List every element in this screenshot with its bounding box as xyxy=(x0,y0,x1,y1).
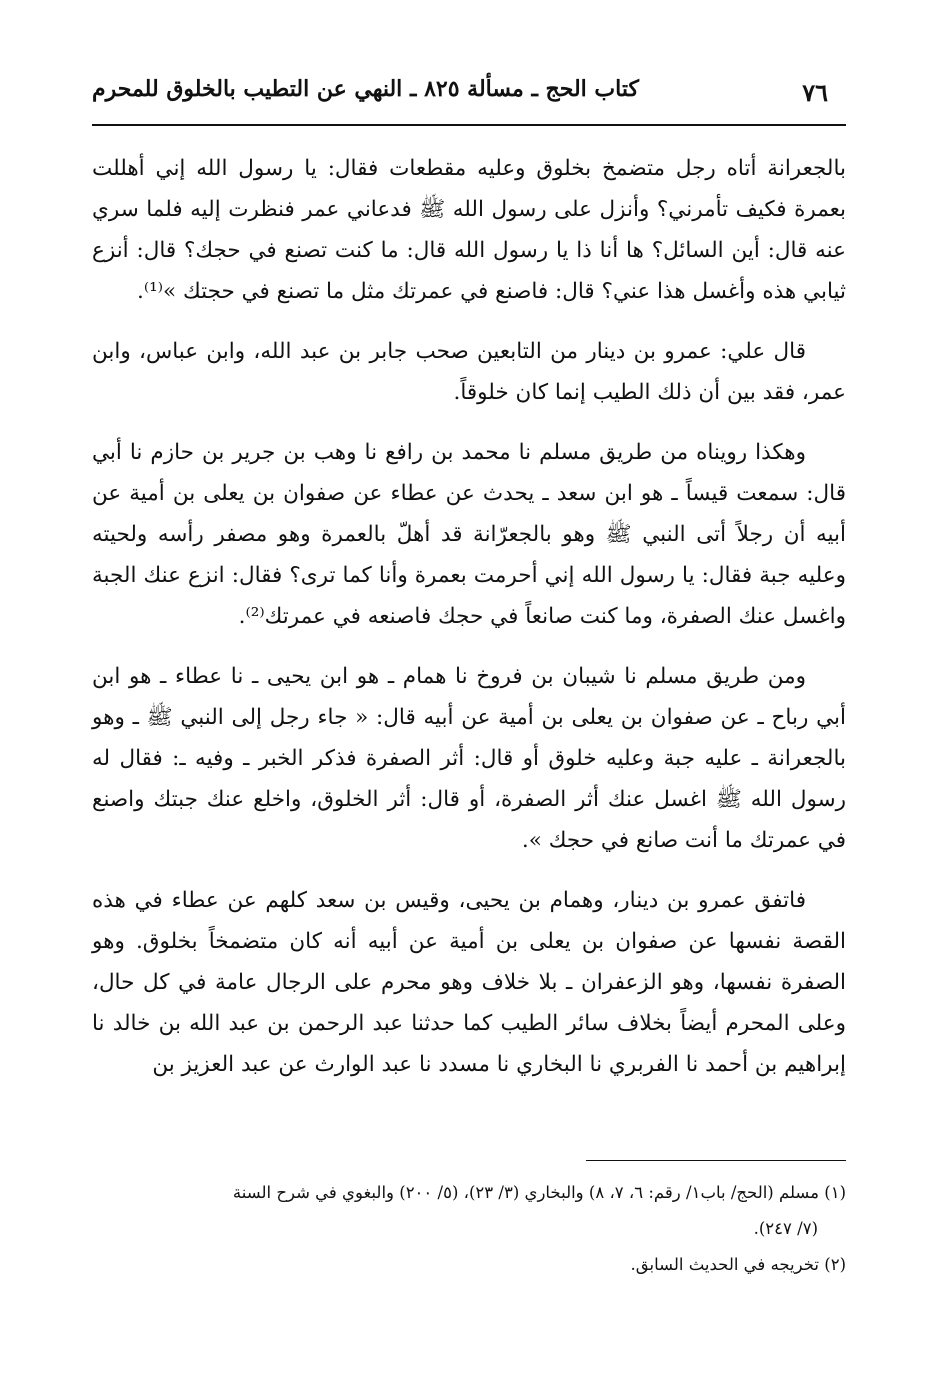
footnotes xyxy=(92,1178,846,1286)
footnote-1-continued: (٧/ ٢٤٧). xyxy=(753,1219,818,1238)
chapter-title: كتاب الحج ـ مسألة ٨٢٥ ـ النهي عن التطيب بالخلوق للمحرم xyxy=(92,76,639,102)
paragraph-5: فاتفق عمرو بن دينار، وهمام بن يحيى، وقيس بن سعد كلهم عن عطاء في هذه القصة نفسها عن صفوان بن يعلى بن أمية عن أبيه أنه كان متضمخاً بخلوق. وهو الصفرة نفسها، وهو الزعفران ـ بلا خلاف وهو محرم على الرجال عامة في كل حال، وعلى المحرم أيضاً بخلاف سائر الطيب كما حدثنا عبد الرحمن بن عبد الله بن خالد نا إبراهيم بن أحمد نا الفربري نا البخاري نا مسدد نا عبد الوارث عن عبد العزيز بن xyxy=(92,888,846,1077)
footnote-1: (١) مسلم (الحج/ باب١/ رقم: ٦، ٧، ٨) والبخاري (٣/ ٢٣)، (٥/ ٢٠٠) والبغوي في شرح السنة xyxy=(232,1183,846,1202)
paragraph-3: وهكذا رويناه من طريق مسلم نا محمد بن رافع نا وهب بن جرير بن حازم نا أبي قال: سمعت قيساً ـ هو ابن سعد ـ يحدث عن عطاء عن صفوان بن يعلى بن أمية عن أبيه أن رجلاً أتى النبي ﷺ وهو بالجعرّانة قد أهلّ بالعمرة وهو مصفر رأسه ولحيته وعليه جبة فقال: يا رسول الله إني أحرمت بعمرة وأنا كما ترى؟ فقال: انزع عنك الجبة واغسل عنك الصفرة، وما كنت صانعاً في حجك فاصنعه في عمرتك⁽²⁾. xyxy=(92,440,846,629)
page-number: ٧٦ xyxy=(802,78,828,107)
book-page xyxy=(92,60,846,1360)
footnote-rule xyxy=(586,1160,846,1161)
paragraph-1: بالجعرانة أتاه رجل متضمخ بخلوق وعليه مقطعات فقال: يا رسول الله إني أهللت بعمرة فكيف تأمرني؟ وأنزل على رسول الله ﷺ فدعاني عمر فنظرت إليه فلما سري عنه قال: أين السائل؟ ها أنا ذا يا رسول الله قال: ما كنت تصنع في حجك؟ قال: أنزع ثيابي هذه وأغسل هذا عني؟ قال: فاصنع في عمرتك مثل ما تصنع في حجتك »⁽¹⁾. xyxy=(92,156,846,304)
paragraph-2: قال علي: عمرو بن دينار من التابعين صحب جابر بن عبد الله، وابن عباس، وابن عمر، فقد بين أن ذلك الطيب إنما كان خلوقاً. xyxy=(92,339,846,405)
paragraph-4: ومن طريق مسلم نا شيبان بن فروخ نا همام ـ هو ابن يحيى ـ نا عطاء ـ هو ابن أبي رباح ـ عن صفوان بن يعلى بن أمية عن أبيه قال: « جاء رجل إلى النبي ﷺ ـ وهو بالجعرانة ـ عليه جبة وعليه خلوق أو قال: أثر الصفرة فذكر الخبر ـ وفيه ـ: فقال له رسول الله ﷺ اغسل عنك أثر الصفرة، أو قال: أثر الخلوق، واخلع عنك جبتك واصنع في عمرتك ما أنت صانع في حجك ». xyxy=(92,664,846,853)
main-text xyxy=(92,148,846,1104)
running-header xyxy=(92,60,846,124)
footnote-2: (٢) تخريجه في الحديث السابق. xyxy=(630,1255,846,1274)
header-rule xyxy=(92,124,846,126)
